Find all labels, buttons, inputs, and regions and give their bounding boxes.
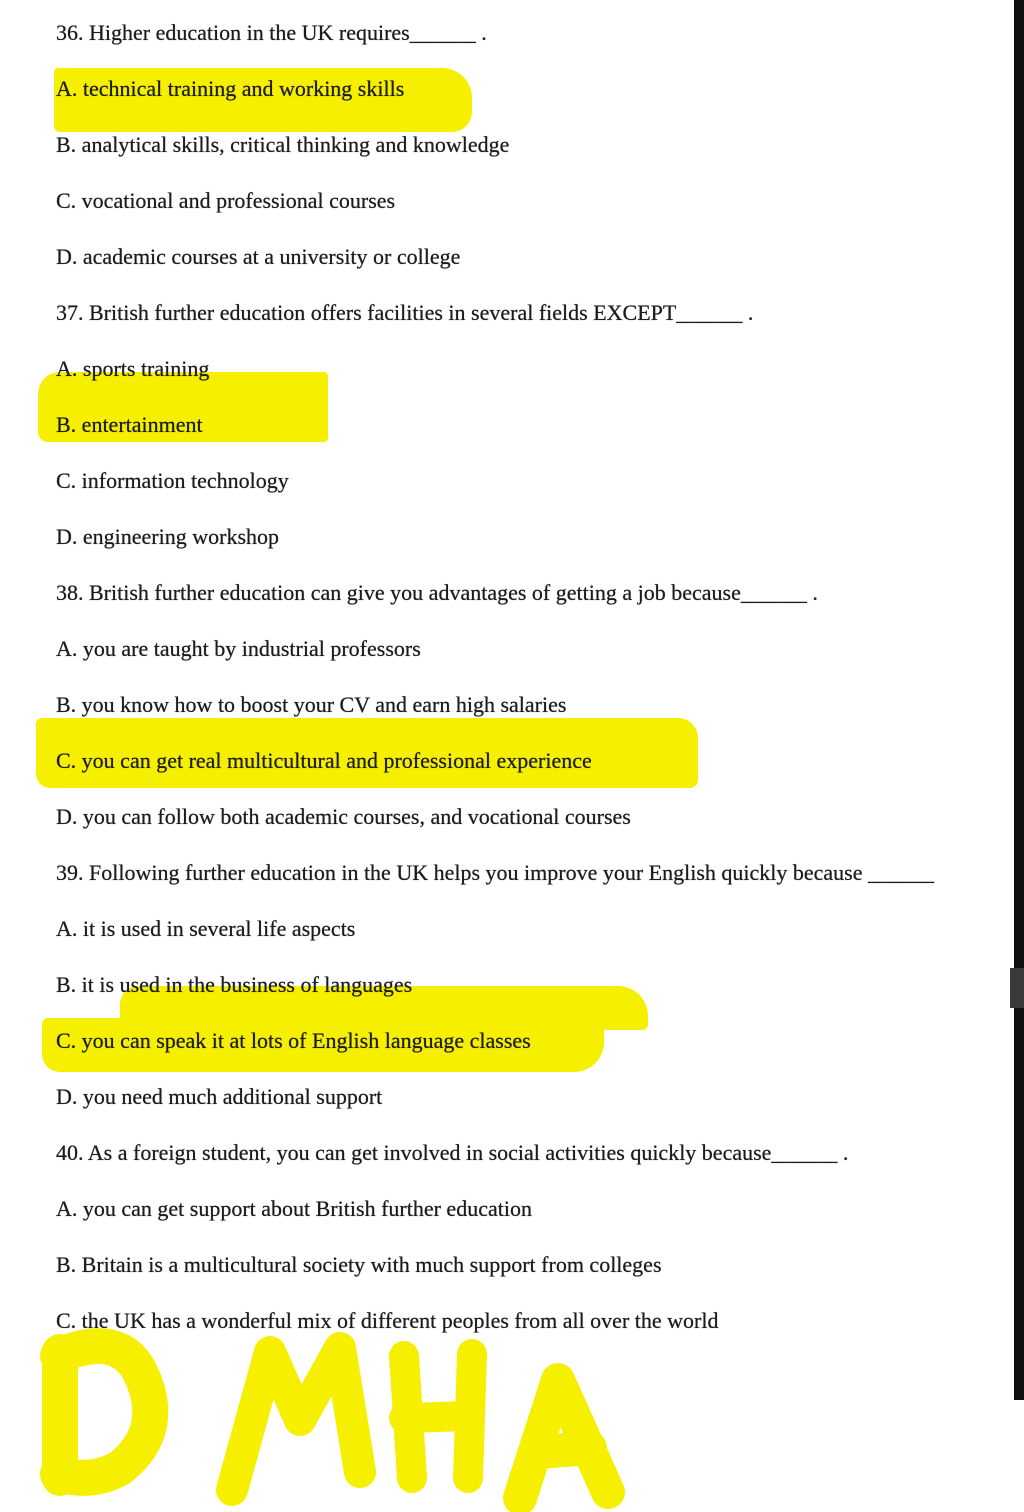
question-40: 40. As a foreign student, you can get involved in social activities quickly because______ . [56,1140,849,1165]
question-37: 37. British further education offers facilities in several fields EXCEPT______ . [56,300,754,325]
q40-option-c: C. the UK has a wonderful mix of different peoples from all over the world [56,1308,719,1333]
q37-option-a: A. sports training [56,356,210,381]
q38-option-c: C. you can get real multicultural and professional experience [56,748,592,773]
q40-option-b: B. Britain is a multicultural society with much support from colleges [56,1252,662,1277]
q36-option-b: B. analytical skills, critical thinking and knowledge [56,132,510,157]
q39-option-b: B. it is used in the business of languages [56,972,413,997]
scribble-letter-d [58,1346,150,1478]
question-36: 36. Higher education in the UK requires______ . [56,20,487,45]
scribble-letter-m [232,1348,360,1490]
q37-option-c: C. information technology [56,468,289,493]
question-39: 39. Following further education in the UK helps you improve your English quickly because ______ [56,860,935,885]
q38-option-b: B. you know how to boost your CV and earn high salaries [56,692,567,717]
q37-option-d: D. engineering workshop [56,524,280,549]
page-edge-shadow [1010,968,1024,1008]
q36-option-a: A. technical training and working skills [56,76,405,101]
q36-option-c: C. vocational and professional courses [56,188,396,213]
handwritten-answers-scribble [0,1320,1024,1512]
q38-option-a: A. you are taught by industrial professors [56,636,421,661]
q39-option-d: D. you need much additional support [56,1084,383,1109]
scribble-letter-a [520,1380,608,1498]
q36-option-d: D. academic courses at a university or college [56,244,461,269]
scribble-letter-h [404,1354,472,1478]
q39-option-c: C. you can speak it at lots of English language classes [56,1028,531,1053]
q39-option-a: A. it is used in several life aspects [56,916,356,941]
question-38: 38. British further education can give you advantages of getting a job because______ . [56,580,818,605]
q40-option-a: A. you can get support about British further education [56,1196,532,1221]
page-right-edge [1014,0,1024,1400]
q37-option-b: B. entertainment [56,412,203,437]
q38-option-d: D. you can follow both academic courses, and vocational courses [56,804,631,829]
